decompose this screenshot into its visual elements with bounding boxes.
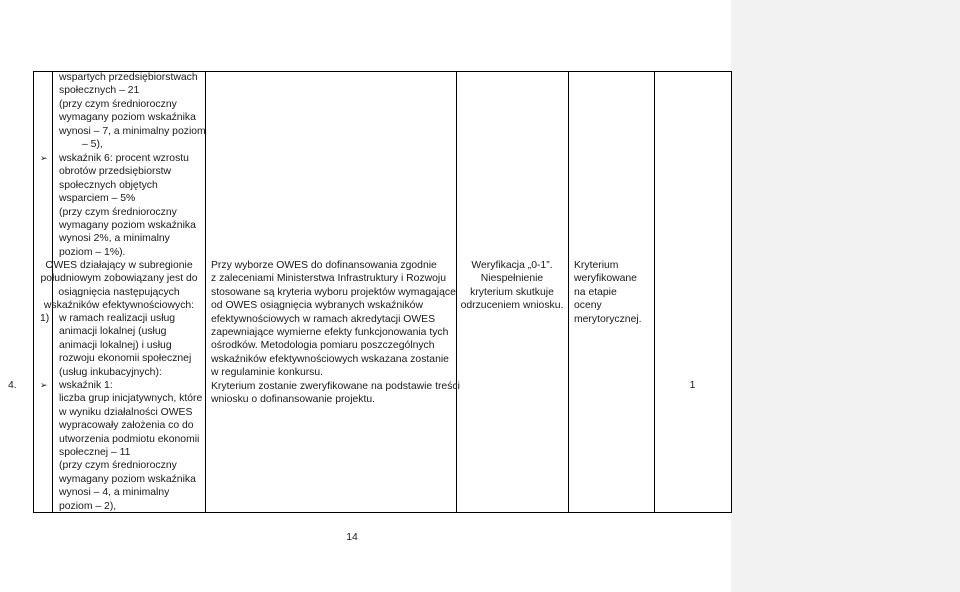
text-line: stosowane są kryteria wyboru projektów wymagające — [211, 286, 456, 298]
text-line: kryterium skutkuje — [470, 286, 554, 298]
text-line: południowym zobowiązany jest do — [40, 273, 198, 285]
text-line: (przy czym średnioroczny — [59, 206, 177, 218]
text-line: poziom – 1%). — [59, 246, 126, 258]
indicator-1-text — [59, 379, 202, 513]
text-line: zapewniające wymierne efekty funkcjonowania tych — [211, 327, 449, 339]
arrow-bullet-icon: ➢ — [40, 380, 48, 390]
evaluation-stage-cell — [574, 259, 642, 326]
text-line: wynosi 2%, a minimalny — [59, 233, 170, 245]
text-line: weryfikowane — [574, 273, 637, 285]
text-line: Przy wyborze OWES do dofinansowania zgodnie — [211, 260, 437, 271]
text-line: osiągnięcia następujących — [58, 286, 180, 298]
text-line: w regulaminie konkursu. — [211, 367, 324, 379]
verification-method-cell — [456, 259, 568, 313]
text-line: – 5), — [82, 139, 103, 151]
text-line: Kryterium — [574, 260, 619, 271]
text-line: od OWES osiągnięcia wybranych wskaźników — [211, 300, 423, 312]
text-line: społecznej – 11 — [59, 447, 131, 459]
arrow-bullet-icon: ➢ — [40, 153, 48, 163]
text-line: w ramach realizacji usług — [59, 313, 176, 324]
text-line: OWES działający w subregionie — [45, 260, 193, 271]
text-line: wypracowały założenia co do — [59, 420, 194, 432]
text-line: ośrodków. Metodologia pomiaru poszczególnych — [211, 340, 435, 352]
item-1-text — [59, 312, 191, 379]
text-line: z zaleceniami Ministerstwa Infrastruktury i Rozwoju — [211, 273, 447, 285]
text-line: wskaźników efektywnościowych: — [43, 300, 195, 312]
text-line: liczba grup inicjatywnych, które — [59, 393, 203, 405]
text-line: wynosi – 4, a minimalny — [59, 487, 170, 499]
text-line: utworzenia podmiotu ekonomii — [59, 433, 200, 445]
text-line: animacji lokalnej) i usług — [59, 339, 172, 351]
subregion-intro-text — [33, 259, 205, 313]
criterion-definition-cell — [211, 259, 460, 406]
criterion-value-cell: 1 — [689, 380, 696, 391]
text-line: społecznych objętych — [59, 179, 158, 191]
table-col-border-5 — [654, 71, 655, 513]
text-line: wymagany poziom wskaźnika — [59, 473, 196, 485]
text-line: wynosi – 7, a minimalny poziom — [59, 125, 206, 137]
text-line: odrzuceniem wniosku. — [460, 300, 564, 312]
text-line: wniosku o dofinansowanie projektu. — [211, 394, 376, 406]
text-line: animacji lokalnej (usług — [59, 326, 167, 338]
text-line: (przy czym średnioroczny — [59, 98, 177, 110]
page-number: 14 — [346, 532, 358, 543]
right-margin-panel — [731, 0, 960, 592]
text-line: merytorycznej. — [574, 313, 642, 325]
text-line: (usług inkubacyjnych): — [59, 366, 162, 378]
continued-text — [59, 71, 206, 151]
text-line: poziom – 2), — [59, 500, 117, 512]
text-line: Niespełnienie — [480, 273, 544, 285]
text-line: wskaźnik 6: procent wzrostu — [59, 153, 189, 164]
text-line: wspartych przedsiębiorstwach — [59, 72, 198, 83]
text-line: wymagany poziom wskaźnika — [59, 112, 196, 124]
text-line: rozwoju ekonomii społecznej — [59, 353, 192, 365]
list-item-number: 1) — [40, 313, 50, 324]
text-line: (przy czym średnioroczny — [59, 460, 177, 472]
text-line: wskaźnik 1: — [59, 380, 113, 391]
table-col-border-right — [731, 71, 732, 513]
text-line: Weryfikacja „0-1”. — [471, 260, 553, 271]
text-line: w wyniku działalności OWES — [59, 406, 193, 418]
text-line: wsparciem – 5% — [59, 193, 136, 205]
text-line: efektywnościowych w ramach akredytacji OWES — [211, 313, 436, 325]
row-number: 4. — [8, 380, 17, 391]
text-line: obrotów przedsiębiorstw — [59, 166, 172, 178]
text-line: Kryterium zostanie zweryfikowane na podstawie treści — [211, 380, 460, 392]
text-line: oceny — [574, 300, 602, 312]
text-line: wskaźników efektywnościowych wskazana zostanie — [211, 353, 449, 365]
text-line: na etapie — [574, 286, 617, 298]
indicator-6-text — [59, 152, 196, 259]
table-col-border-4 — [568, 71, 569, 513]
text-line: wymagany poziom wskaźnika — [59, 220, 196, 232]
text-line: społecznych – 21 — [59, 85, 140, 97]
